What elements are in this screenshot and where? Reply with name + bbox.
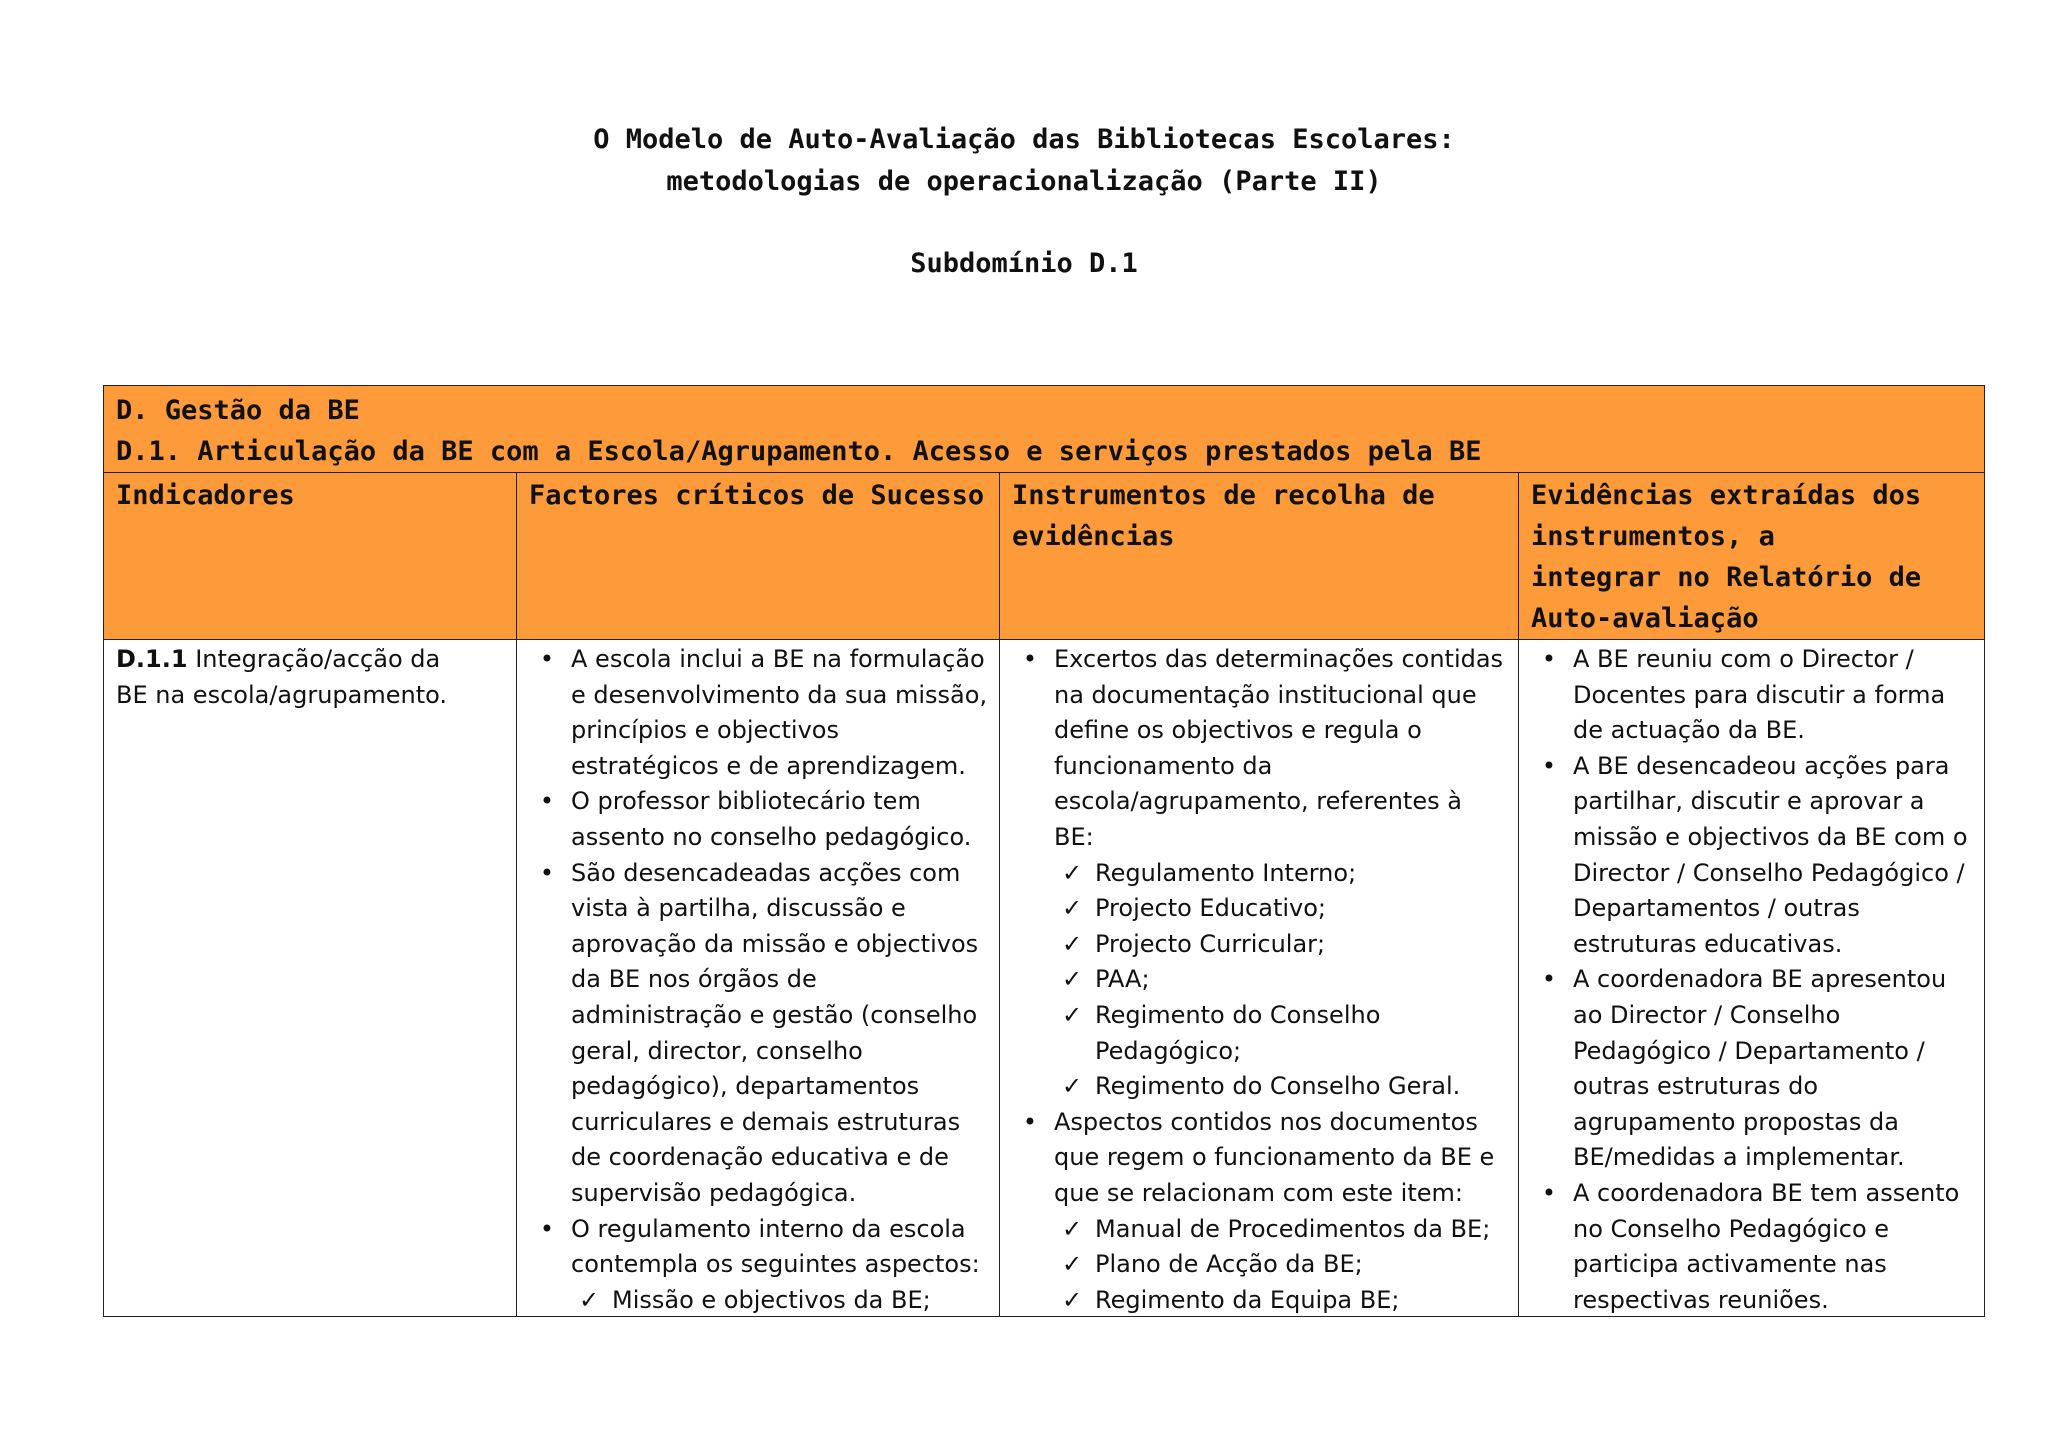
- list-item: [1012, 642, 1508, 856]
- check-item-text: Regimento do Conselho Pedagógico;: [1095, 1000, 1381, 1065]
- document-subtitle: Subdomínio D.1: [910, 248, 1138, 279]
- bullet-icon: •: [1541, 965, 1557, 994]
- evidencias-item-text: A coordenadora BE apresentou ao Director / Conselho Pedagógico / Departamento / outras estruturas do agrupamento propostas da BE/medidas a implementar.: [1573, 965, 1947, 1172]
- factores-list: [529, 642, 989, 1316]
- check-item: [1062, 1283, 1508, 1316]
- bullet-icon: •: [1022, 645, 1038, 673]
- evaluation-table: [103, 385, 1985, 1317]
- checkmark-icon: ✓: [1062, 1072, 1083, 1101]
- bullet-icon: •: [539, 858, 555, 887]
- header-instrumentos: Instrumentos de recolha de evidências: [1000, 473, 1519, 640]
- instrumentos-item-text: Excertos das determinações contidas na documentação institucional que define os objectivos e regula o funcionamento da escola/agrupamento, referentes à BE:: [1054, 645, 1504, 851]
- factores-item-text: A escola inclui a BE na formulação e desenvolvimento da sua missão, princípios e objectivos estratégicos e de aprendizagem.: [571, 645, 988, 780]
- indicator-row: [104, 640, 1985, 1317]
- bullet-icon: •: [1541, 1178, 1557, 1207]
- header-factores: Factores críticos de Sucesso: [517, 473, 1000, 640]
- list-item: [1531, 749, 1974, 963]
- evidencias-cell: [1519, 640, 1985, 1317]
- checkmark-icon: ✓: [1062, 894, 1083, 923]
- check-item-text: Regimento da Equipa BE;: [1095, 1285, 1400, 1314]
- factores-item-text: O regulamento interno da escola contempla os seguintes aspectos:: [571, 1214, 980, 1279]
- check-item: [1062, 856, 1508, 892]
- factores-item-text: O professor bibliotecário tem assento no conselho pedagógico.: [571, 787, 972, 851]
- evidencias-item-text: A BE reuniu com o Director / Docentes para discutir a forma de actuação da BE.: [1573, 645, 1946, 745]
- header-indicadores: Indicadores: [104, 473, 517, 640]
- list-item: [1531, 642, 1974, 749]
- list-item: [529, 1212, 989, 1317]
- check-item-text: Projecto Curricular;: [1095, 929, 1326, 958]
- evidencias-item-text: A coordenadora BE tem assento no Conselho Pedagógico e participa activamente nas respectivas reuniões.: [1573, 1178, 1960, 1314]
- header-evidencias-line2: integrar no Relatório de Auto-avaliação: [1531, 562, 1922, 634]
- list-item: [1012, 1105, 1508, 1212]
- instrumentos-list: [1012, 642, 1508, 856]
- instrumentos-item-text: Aspectos contidos nos documentos que regem o funcionamento da BE e que se relacionam com este item:: [1054, 1107, 1495, 1207]
- evidencias-item-text: A BE desencadeou acções para partilhar, discutir e aprovar a missão e objectivos da BE com o Director / Conselho Pedagógico / Departamentos / outras estruturas educativas.: [1573, 751, 1968, 958]
- check-item-text: Plano de Acção da BE;: [1095, 1250, 1363, 1279]
- check-item: [1062, 962, 1508, 998]
- bullet-icon: •: [1541, 645, 1557, 673]
- check-item-text: Regulamento Interno;: [1095, 858, 1357, 887]
- check-item-text: PAA;: [1095, 965, 1150, 994]
- bullet-icon: •: [539, 787, 555, 816]
- column-header-row: [104, 473, 1985, 640]
- check-item: [1062, 1212, 1508, 1248]
- checkmark-icon: ✓: [1062, 1000, 1083, 1029]
- checkmark-icon: ✓: [1062, 1214, 1083, 1243]
- domain-header-row: [104, 386, 1985, 473]
- document-title-line1: O Modelo de Auto-Avaliação das Bibliotecas Escolares:: [593, 124, 1455, 155]
- indicador-text: Integração/acção da BE na escola/agrupamento.: [116, 645, 448, 709]
- subdomain-title: D.1. Articulação da BE com a Escola/Agrupamento. Acesso e serviços prestados pela BE: [116, 436, 1482, 467]
- check-item: [579, 1283, 989, 1316]
- indicador-cell: [104, 640, 517, 1317]
- list-item: [1531, 962, 1974, 1176]
- checkmark-icon: ✓: [1062, 858, 1083, 887]
- check-item: [1062, 998, 1508, 1069]
- bullet-icon: •: [1541, 751, 1557, 780]
- factores-check-list: [579, 1283, 989, 1316]
- list-item: [529, 856, 989, 1212]
- check-item-text: Regimento do Conselho Geral.: [1095, 1072, 1461, 1101]
- list-item: [529, 784, 989, 855]
- checkmark-icon: ✓: [1062, 965, 1083, 994]
- list-item: [1531, 1176, 1974, 1316]
- header-evidencias-line1: Evidências extraídas dos instrumentos, a: [1531, 480, 1922, 552]
- check-item-text: Manual de Procedimentos da BE;: [1095, 1214, 1491, 1243]
- check-item: [1062, 1069, 1508, 1105]
- factores-item-text: São desencadeadas acções com vista à partilha, discussão e aprovação da missão e objectivos da BE nos órgãos de administração e gestão (conselho geral, director, conselho pedagógico), departamentos curriculares e demais estruturas de coordenação educativa e de supervisão pedagógica.: [571, 858, 979, 1207]
- checkmark-icon: ✓: [1062, 929, 1083, 958]
- bullet-icon: •: [1022, 1107, 1038, 1136]
- checkmark-icon: ✓: [579, 1285, 600, 1314]
- check-item: [1062, 927, 1508, 963]
- instrumentos-check-list-2: [1062, 1212, 1508, 1317]
- evidencias-list: [1531, 642, 1974, 1316]
- instrumentos-cell: [1000, 640, 1519, 1317]
- check-item: [1062, 1247, 1508, 1283]
- check-item-text: Missão e objectivos da BE;: [612, 1285, 931, 1314]
- instrumentos-check-list-1: [1062, 856, 1508, 1105]
- bullet-icon: •: [539, 645, 555, 673]
- factores-cell: [517, 640, 1000, 1317]
- checkmark-icon: ✓: [1062, 1250, 1083, 1279]
- bullet-icon: •: [539, 1214, 555, 1243]
- list-item: [529, 642, 989, 784]
- instrumentos-list-2: [1012, 1105, 1508, 1212]
- checkmark-icon: ✓: [1062, 1285, 1083, 1314]
- header-evidencias: [1519, 473, 1985, 640]
- check-item: [1062, 891, 1508, 927]
- domain-header-cell: [104, 386, 1985, 473]
- document-title-line2: metodologias de operacionalização (Parte II): [666, 166, 1382, 197]
- indicador-code: D.1.1: [116, 645, 188, 673]
- domain-title: D. Gestão da BE: [116, 395, 360, 426]
- check-item-text: Projecto Educativo;: [1095, 894, 1326, 923]
